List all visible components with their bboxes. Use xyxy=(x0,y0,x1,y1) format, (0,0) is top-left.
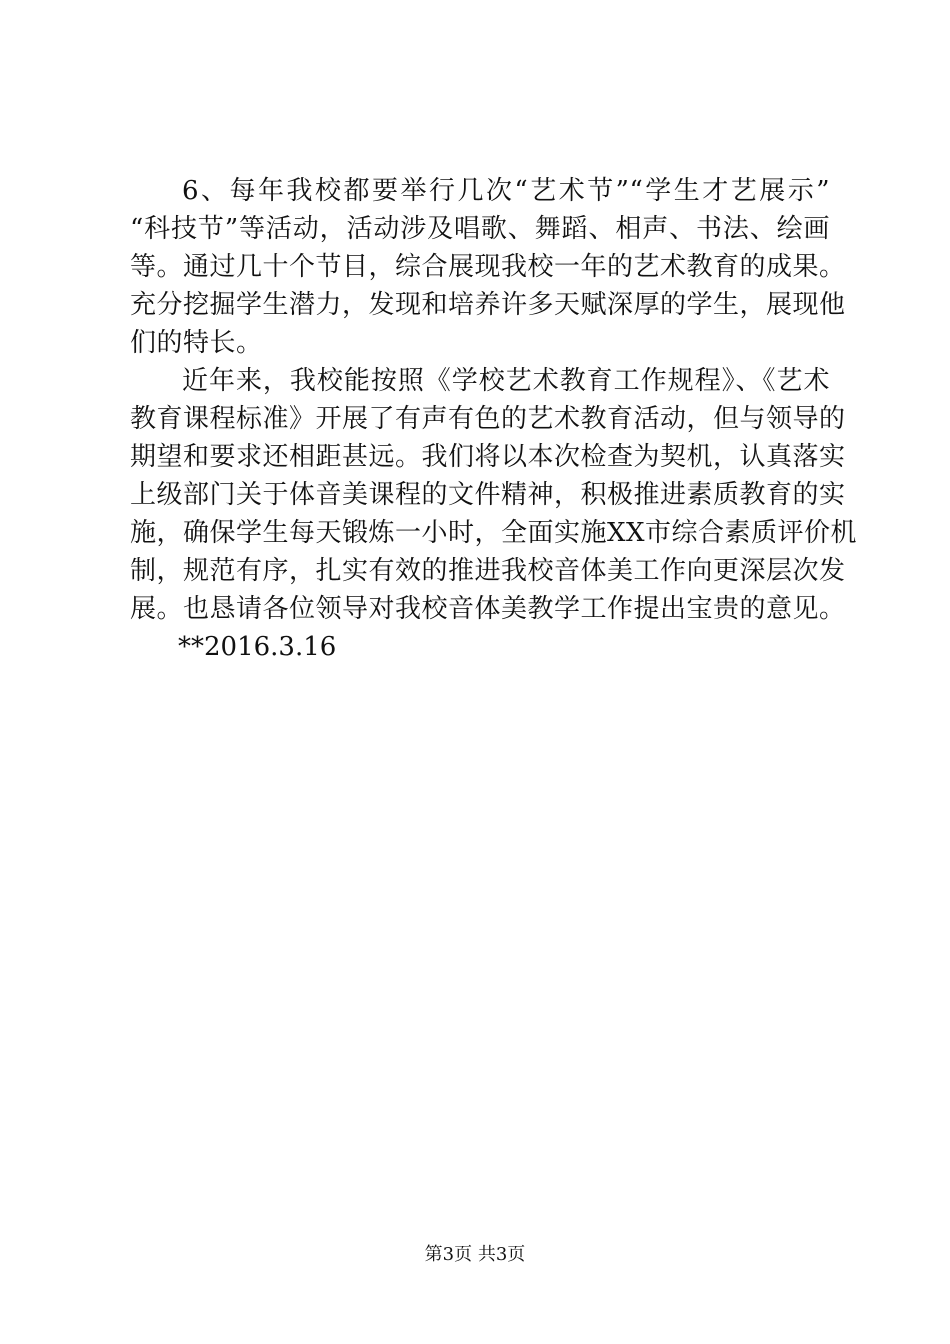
text-line: 教育课程标准》开展了有声有色的艺术教育活动，但与领导的 xyxy=(130,404,846,434)
text-line: “科技节”等活动，活动涉及唱歌、舞蹈、相声、书法、绘画 xyxy=(130,214,830,244)
text-line: 期望和要求还相距甚远。我们将以本次检查为契机，认真落实 xyxy=(130,442,846,472)
text-line: 充分挖掘学生潜力，发现和培养许多天赋深厚的学生，展现他 xyxy=(130,290,846,320)
text-line: 近年来，我校能按照《学校艺术教育工作规程》、《艺术 xyxy=(182,366,830,396)
text-line: 展。也恳请各位领导对我校音体美教学工作提出宝贵的意见。 xyxy=(130,594,846,624)
paragraph-art-festival xyxy=(130,172,846,362)
document-body xyxy=(130,172,858,666)
text-line: 们的特长。 xyxy=(130,328,263,358)
text-line: 施，确保学生每天锻炼一小时，全面实施XX市综合素质评价机 xyxy=(130,518,858,548)
text-line: 制，规范有序，扎实有效的推进我校音体美工作向更深层次发 xyxy=(130,556,846,586)
text-line: 等。通过几十个节目，综合展现我校一年的艺术教育的成果。 xyxy=(130,252,846,282)
signature-date: **2016.3.16 xyxy=(178,632,337,662)
page-footer: 第3页 共3页 xyxy=(424,1244,526,1265)
paragraph-conclusion xyxy=(130,362,858,628)
text-line: 6、每年我校都要举行几次“艺术节”“学生才艺展示” xyxy=(182,176,830,206)
text-line: 上级部门关于体音美课程的文件精神，积极推进素质教育的实 xyxy=(130,480,846,510)
